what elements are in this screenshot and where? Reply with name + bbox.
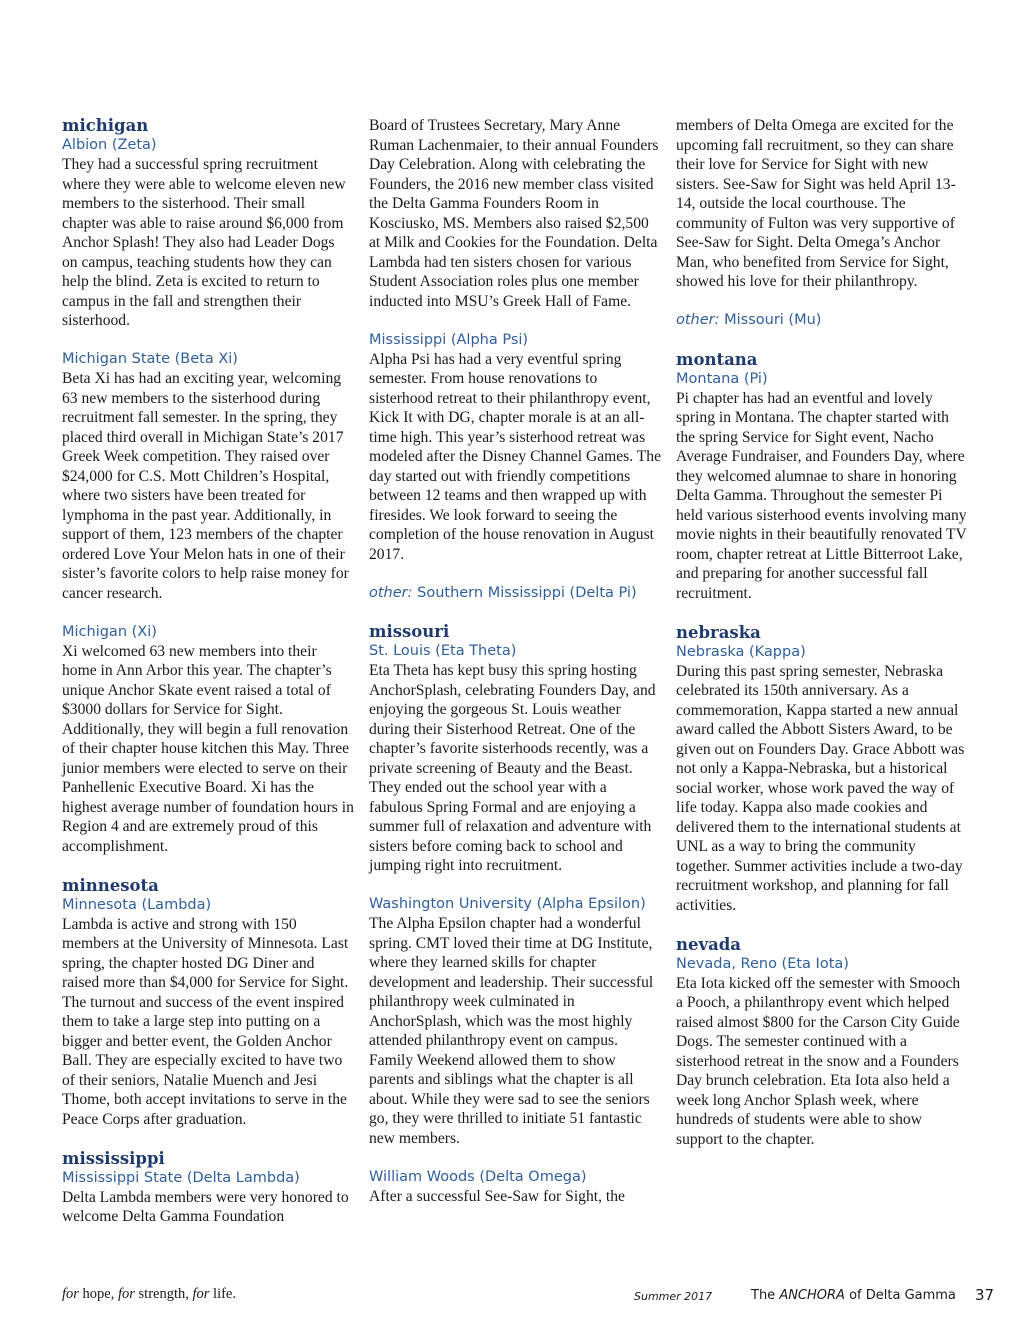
title-anchora: ANCHORA <box>779 1288 845 1303</box>
chapter-heading-washington-university: Washington University (Alpha Epsilon) <box>369 896 646 912</box>
chapter-text-william-woods-continued: members of Delta Omega are excited for the upcoming fall recruitment, so they can share their love for Service for Sight with new sisters. See-Saw for Sight was held April 13-14, outside the local courthouse. The community of Fulton was very supportive of See-Saw for Sight. Delta Omega’s Anchor Man, who benefited from Service for Sight, showed his love for their philanthropy. <box>676 117 956 290</box>
chapter-text-mississippi-state: Delta Lambda members were very honored to welcome Delta Gamma Foundation <box>62 1188 349 1225</box>
chapter-text-nevada-reno: Eta Iota kicked off the semester with Smooch a Pooch, a philanthropy event which helped raised almost $800 for the Carson City Guide Dogs. The semester continued with a sisterhood retreat in the snow and a Founders Day brunch celebration. Eta Iota also held a week long Anchor Splash week, where hundreds of students were able to show support to the chapter. <box>676 974 961 1148</box>
chapter-heading-albion: Albion (Zeta) <box>62 137 157 153</box>
chapter-text-michigan-state: Beta Xi has had an exciting year, welcoming 63 new members to the sisterhood during recruitment fall semester. In the spring, they placed third overall in Michigan State’s 2017 Greek Week competition. They raised over $24,000 for C.S. Mott Children’s Hospital, where two sisters have been treated for lymphoma in the past year. Additionally, in support of them, 123 members of the chapter ordered Love Your Melon hats in one of their sister’s favorite colors to help raise money for cancer research. <box>62 370 349 602</box>
motto-hope: hope, <box>78 1286 118 1302</box>
other-chapter-name: Southern Mississippi (Delta Pi) <box>417 584 637 601</box>
chapter-heading-nevada-reno: Nevada, Reno (Eta Iota) <box>676 955 849 972</box>
chapter-heading-mississippi-state: Mississippi State (Delta Lambda) <box>62 1169 300 1186</box>
chapter-text-montana: Pi chapter has had an eventful and lovely spring in Montana. The chapter started with the spring Service for Sight event, Nacho Average Fundraiser, and Founders Day, where they welcomed alumnae to share in honoring Delta Gamma. Throughout the semester Pi held various sisterhood events involving many movie nights in their beautifully renovated TV room, chapter retreat at Little Bitterroot Lake, and preparing for another successful fall recruitment. <box>676 389 967 602</box>
chapter-heading-st-louis: St. Louis (Eta Theta) <box>369 643 517 659</box>
chapter-heading-mississippi: Mississippi (Alpha Psi) <box>369 331 529 348</box>
state-heading-missouri: missouri <box>369 622 450 641</box>
motto-strength: strength, <box>134 1286 193 1302</box>
state-heading-minnesota: minnesota <box>62 875 159 895</box>
footer-magazine-title <box>751 1288 956 1303</box>
motto-for-1: for <box>62 1286 79 1302</box>
footer-issue-date: Summer 2017 <box>634 1290 713 1303</box>
chapter-heading-william-woods: William Woods (Delta Omega) <box>369 1168 587 1185</box>
chapter-text-st-louis: Eta Theta has kept busy this spring hosting AnchorSplash, celebrating Founders Day, and enjoying the gorgeous St. Louis weather during their Sisterhood Retreat. One of the chapter’s favorite sisterhoods recently, was a private screening of Beauty and the Beast. They ended out the school year with a fabulous Spring Formal and are enjoying a summer full of relaxation and adventure with sisters before coming back to school and jumping right into recruitment. <box>369 662 656 874</box>
column-1 <box>62 116 354 1227</box>
motto-for-3: for <box>192 1286 210 1302</box>
chapter-text-michigan: Xi welcomed 63 new members into their home in Ann Arbor this year. The chapter’s unique Anchor Skate event raised a total of $3000 dollars for Service for Sight. Additionally, they will begin a full renovation of their chapter house kitchen this May. Three junior members were elected to serve on their Panhellenic Executive Board. Xi has the highest average number of foundation hours in Region 4 and are extremely proud of this accomplishment. <box>62 642 354 855</box>
motto-for-2: for <box>117 1286 135 1302</box>
state-heading-montana: montana <box>676 349 758 369</box>
chapter-text-minnesota: Lambda is active and strong with 150 members at the University of Minnesota. Last spring, the chapter hosted DG Diner and raised more than $4,000 for Service for Sight. The turnout and success of the event inspired them to take a large step into putting on a bigger and better event, the Golden Anchor Ball. They are especially excited to have two of their seniors, Natalie Muench and Jesi Thome, both accept invitations to serve in the Peace Corps after graduation. <box>62 915 349 1128</box>
chapter-heading-nebraska: Nebraska (Kappa) <box>676 643 806 660</box>
other-chapter-name: Missouri (Mu) <box>724 312 822 328</box>
other-label: other: <box>369 584 413 601</box>
state-heading-mississippi: mississippi <box>62 1148 165 1168</box>
title-of-dg: of Delta Gamma <box>844 1288 956 1303</box>
state-heading-michigan: michigan <box>62 116 149 135</box>
chapter-text-mississippi-state-continued: Board of Trustees Secretary, Mary Anne Ruman Lachenmaier, to their annual Founders Day Celebration. Along with celebrating the Founders, the 2016 new member class visited the Delta Gamma Founders Room in Kosciusko, MS. Members also raised $2,500 at Milk and Cookies for the Foundation. Delta Lambda had ten sisters chosen for various Student Association roles plus one member inducted into MSU’s Greek Hall of Fame. <box>369 117 659 310</box>
chapter-text-mississippi: Alpha Psi has had a very eventful spring semester. From house renovations to sisterhood retreat to their philanthropy event, Kick It with DG, chapter morale is at an all-time high. This year’s sisterhood retreat was modeled after the Disney Channel Games. The day started out with friendly competitions between 12 teams and then wrapped up with firesides. We look forward to seeing the completion of the house renovation in August 2017. <box>369 350 662 563</box>
other-chapters-mississippi <box>369 584 661 603</box>
other-chapters-missouri <box>676 311 968 330</box>
footer-motto <box>62 1286 236 1303</box>
column-3 <box>676 116 968 1149</box>
chapter-heading-minnesota: Minnesota (Lambda) <box>62 896 212 913</box>
motto-life: life. <box>209 1286 236 1302</box>
chapter-text-william-woods: After a successful See-Saw for Sight, the <box>369 1187 625 1205</box>
chapter-heading-michigan-state: Michigan State (Beta Xi) <box>62 351 238 367</box>
chapter-heading-montana: Montana (Pi) <box>676 370 768 387</box>
other-label: other: <box>676 312 720 328</box>
chapter-text-albion: They had a successful spring recruitment where they were able to welcome eleven new members to the sisterhood. Their small chapter was able to raise around $6,000 from Anchor Splash! They also had Leader Dogs on campus, teaching students how they can help the blind. Zeta is excited to return to campus in the fall and strengthen their sisterhood. <box>62 156 346 329</box>
state-heading-nevada: nevada <box>676 934 742 954</box>
chapter-text-washington-university: The Alpha Epsilon chapter had a wonderful spring. CMT loved their time at DG Institute, where they learned skills for chapter development and leadership. Their successful philanthropy week culminated in AnchorSplash, which was the most highly attended philanthropy event on campus. Family Weekend allowed them to show parents and siblings what the chapter is all about. While they were sad to see the seniors go, they were thrilled to initiate 51 fantastic new members. <box>369 915 654 1147</box>
chapter-heading-michigan: Michigan (Xi) <box>62 623 157 640</box>
state-heading-nebraska: nebraska <box>676 622 761 642</box>
chapter-text-nebraska: During this past spring semester, Nebraska celebrated its 150th anniversary. As a commemoration, Kappa started a new annual award called the Abbott Sisters Award, to be given out on Founders Day. Grace Abbott was not only a Kappa-Nebraska, but a historical social worker, whose work paved the way of life today. Kappa also made cookies and delivered them to the international students at UNL as a way to bring the community together. Summer activities include a two-day recruitment workshop, and planning for fall activities. <box>676 662 965 914</box>
column-2 <box>369 116 661 1206</box>
title-the: The <box>751 1288 780 1303</box>
page-number: 37 <box>975 1286 995 1304</box>
